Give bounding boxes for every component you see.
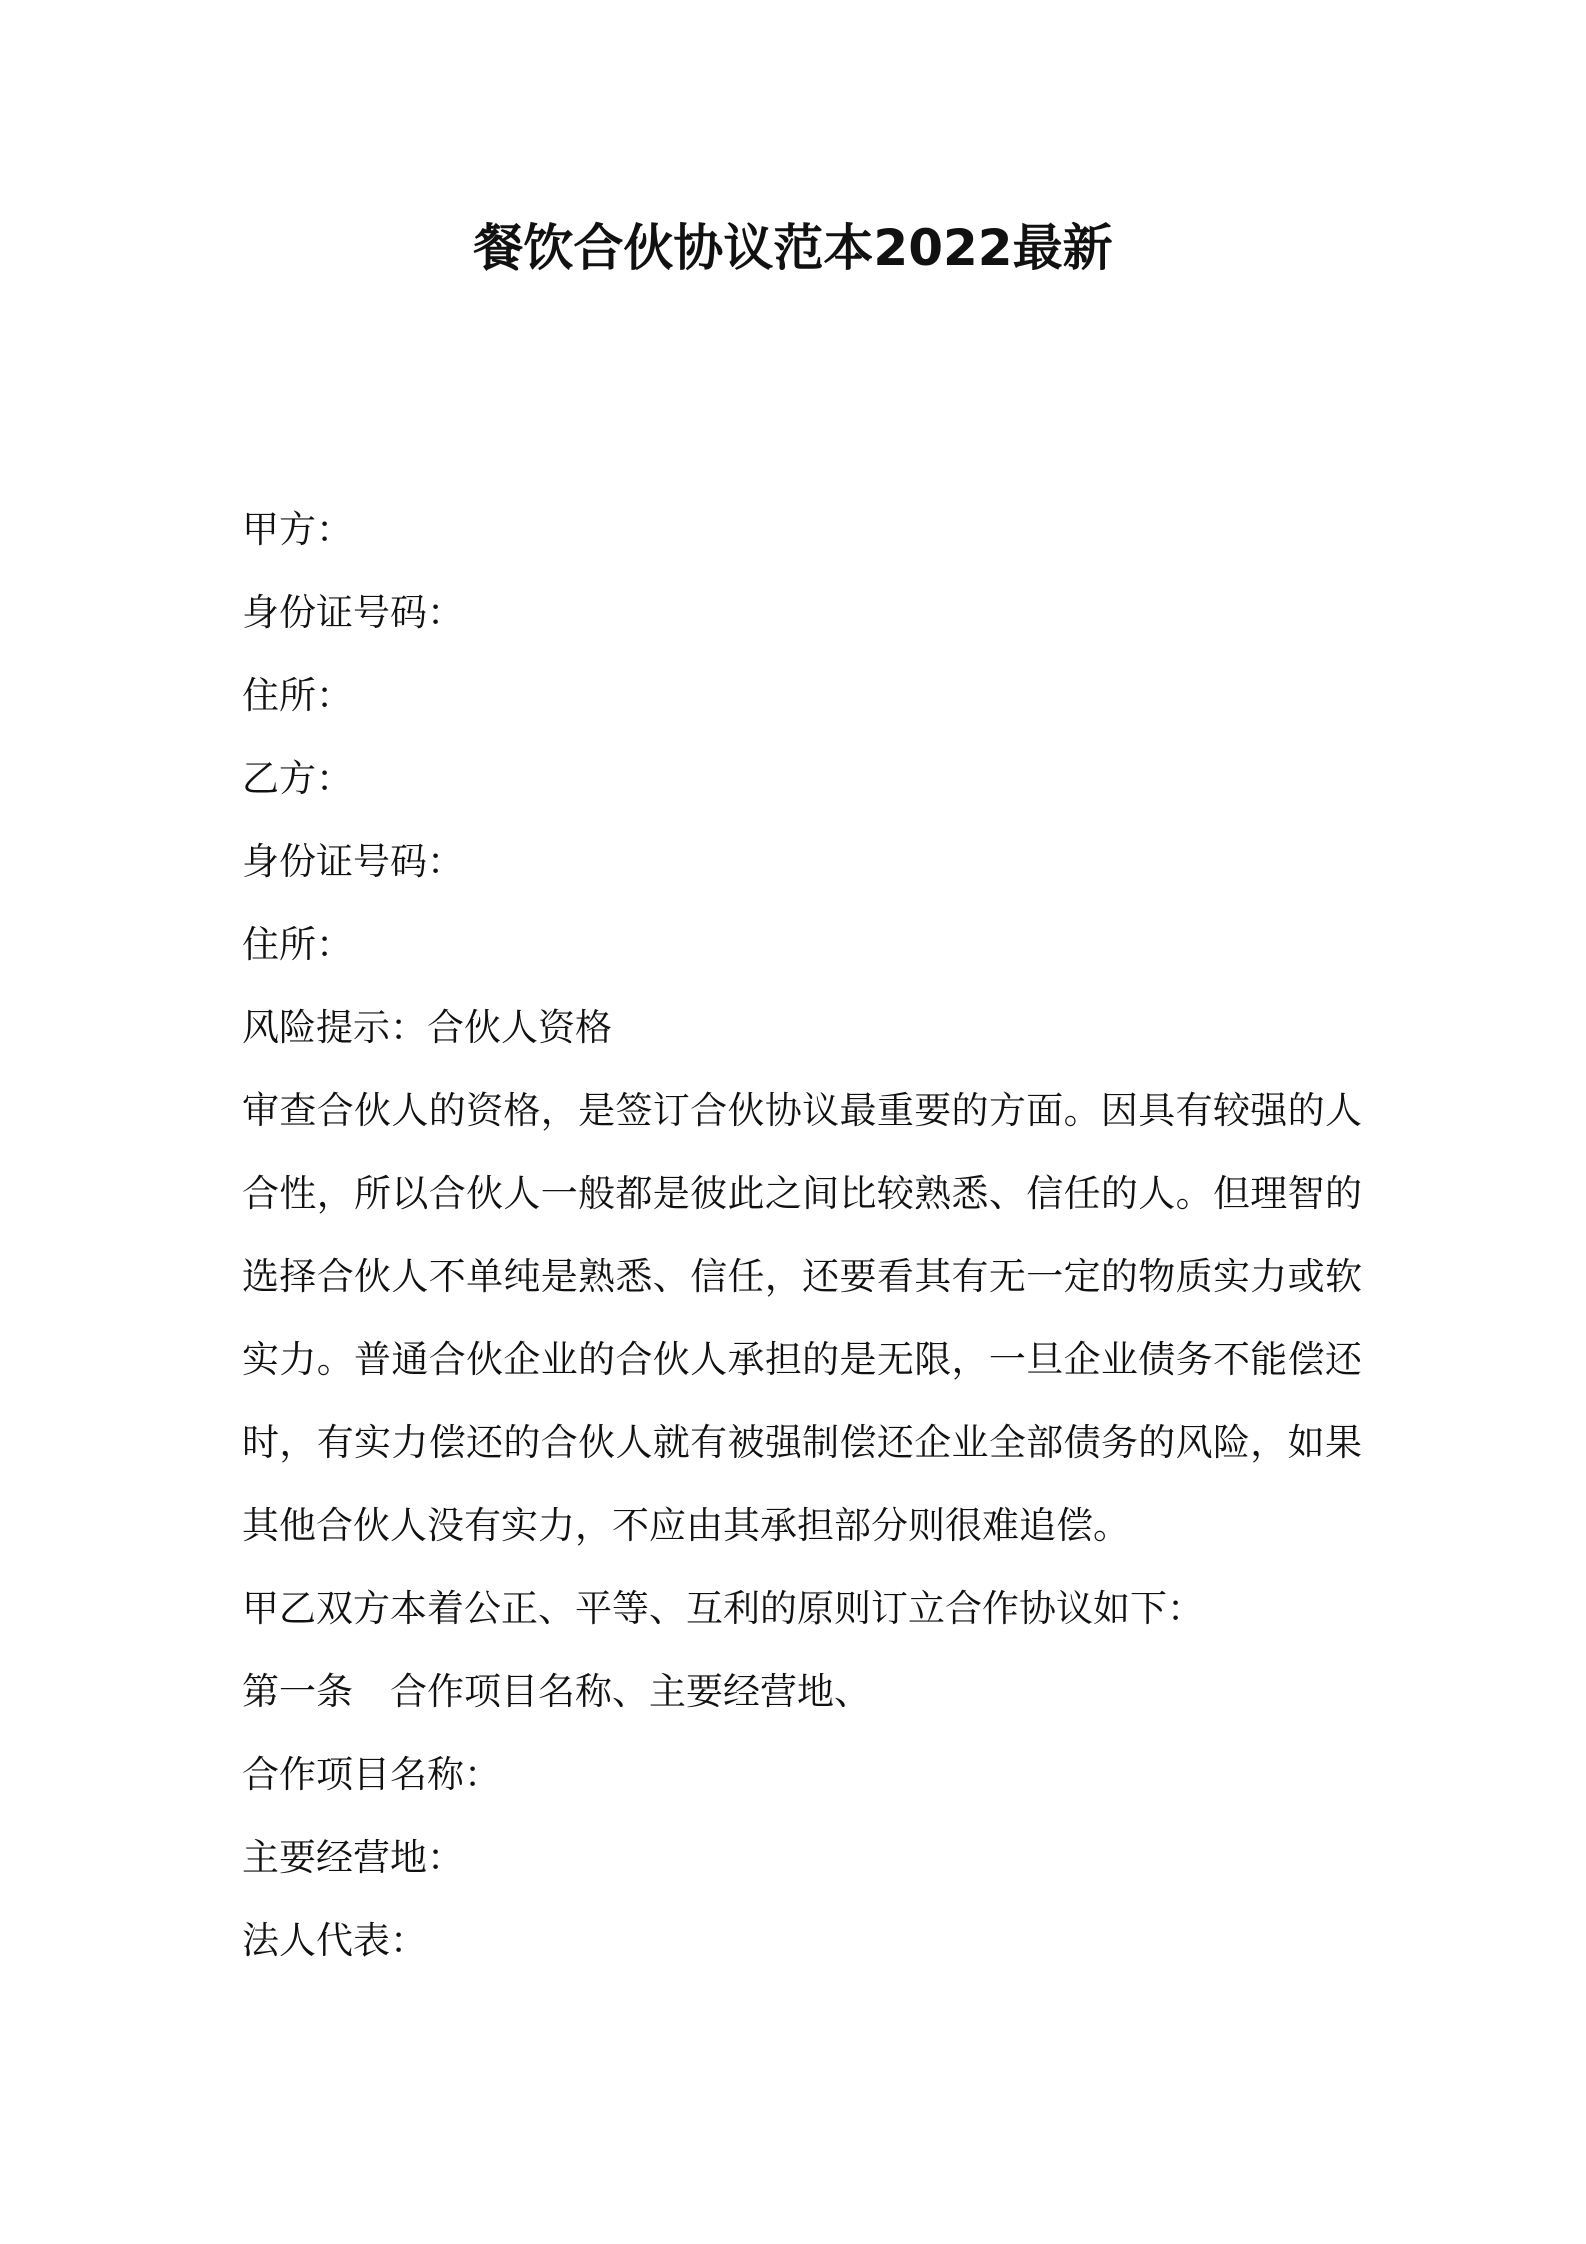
article-one-heading: 第一条 合作项目名称、主要经营地、 [242, 1670, 871, 1713]
party-b-address-label: 住所： [242, 923, 353, 966]
risk-heading: 风险提示：合伙人资格 [242, 1006, 612, 1049]
party-b-id-label: 身份证号码： [242, 840, 464, 883]
legal-rep-label: 法人代表： [242, 1919, 427, 1962]
risk-paragraph: 审查合伙人的资格，是签订合伙协议最重要的方面。因具有较强的人合性，所以合伙人一般都是彼此之间比较熟悉、信任的人。但理智的选择合伙人不单纯是熟悉、信任，还要看其有无一定的物质实力或软实力。普通合伙企业的合伙人承担的是无限，一旦企业债务不能偿还时，有实力偿还的合伙人就有被强制偿还企业全部债务的风险，如果其他合伙人没有实力，不应由其承担部分则很难追偿。 [242, 1089, 1362, 1547]
document-title: 餐饮合伙协议范本2022最新 [473, 219, 1113, 277]
agreement-intro: 甲乙双方本着公正、平等、互利的原则订立合作协议如下： [242, 1587, 1204, 1630]
party-a-label: 甲方： [242, 508, 353, 551]
document-body [242, 488, 1362, 1982]
party-a-address-label: 住所： [242, 674, 353, 717]
project-name-label: 合作项目名称： [242, 1753, 501, 1796]
party-b-label: 乙方： [242, 757, 353, 800]
location-label: 主要经营地： [242, 1836, 464, 1879]
party-a-id-label: 身份证号码： [242, 591, 464, 634]
